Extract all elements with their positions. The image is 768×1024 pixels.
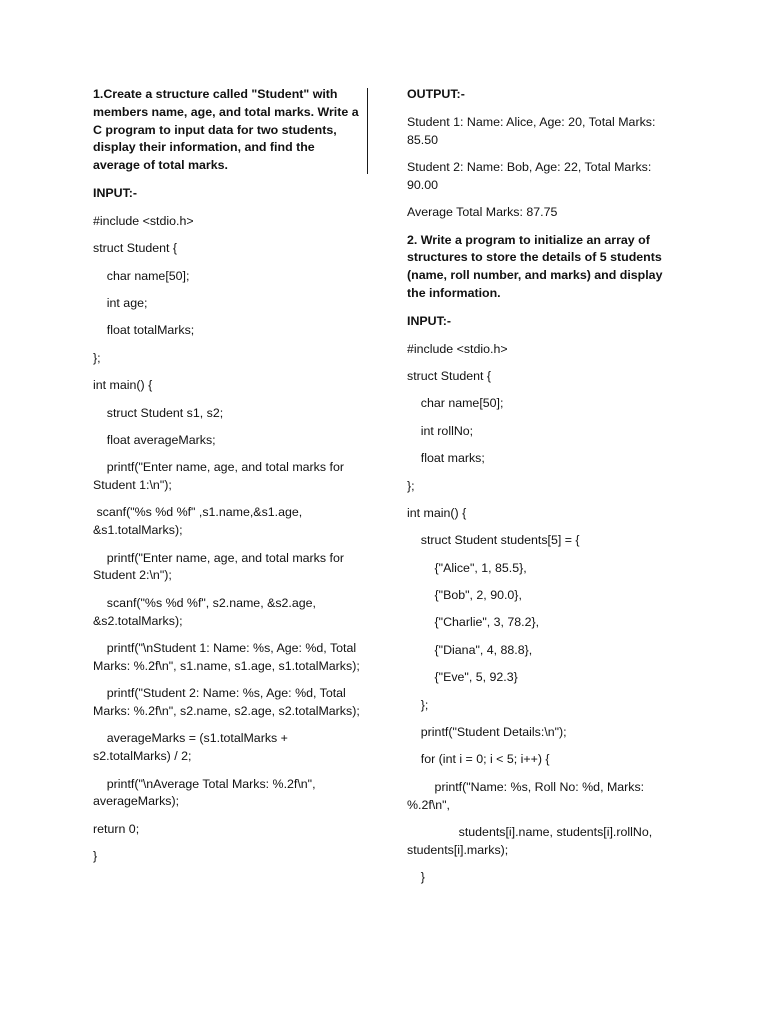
question-2-text: 2. Write a program to initialize an array of structures to store the details of 5 students (name, roll number, and marks) and display the information.	[407, 232, 666, 300]
output-line: Student 2: Name: Bob, Age: 22, Total Marks: 90.00	[407, 159, 655, 192]
output-label: OUTPUT:-	[407, 87, 465, 101]
code-line: char name[50];	[407, 396, 504, 411]
question-1-text: 1.Create a structure called "Student" with members name, age, and total marks. Write a C program to input data for two students, display their information, and find the average of total marks.	[93, 87, 363, 173]
code-line: printf("Enter name, age, and total marks for Student 2:\n");	[93, 550, 348, 583]
code-line: #include <stdio.h>	[407, 341, 508, 356]
code-line: students[i].name, students[i].rollNo, students[i].marks);	[407, 824, 656, 857]
code-line: };	[407, 697, 429, 712]
code-line: printf("\nStudent 1: Name: %s, Age: %d, Total Marks: %.2f\n", s1.name, s1.age, s1.totalMarks);	[93, 641, 360, 673]
code-line: float totalMarks;	[93, 323, 195, 338]
output-line: Student 1: Name: Alice, Age: 20, Total Marks: 85.50	[407, 114, 659, 147]
code-line: printf("Name: %s, Roll No: %d, Marks: %.2f\n",	[407, 779, 648, 812]
code-line: #include <stdio.h>	[93, 213, 194, 228]
code-line: averageMarks = (s1.totalMarks + s2.totalMarks) / 2;	[93, 731, 292, 764]
code-line: float averageMarks;	[93, 432, 216, 447]
code-line: printf("Student Details:\n");	[407, 725, 567, 740]
code-line: scanf("%s %d %f", s2.name, &s2.age, &s2.totalMarks);	[93, 595, 320, 628]
code-line: float marks;	[407, 451, 485, 466]
code-line: printf("Student 2: Name: %s, Age: %d, Total Marks: %.2f\n", s2.name, s2.age, s2.totalMarks);	[93, 686, 360, 719]
output-block	[407, 114, 675, 222]
code-line: struct Student s1, s2;	[93, 405, 224, 420]
code-block-2	[407, 341, 675, 887]
code-line: return 0;	[93, 821, 140, 836]
code-line: };	[93, 350, 101, 365]
code-line: }	[93, 849, 98, 864]
right-column	[407, 86, 675, 897]
code-line: {"Bob", 2, 90.0},	[407, 588, 522, 603]
code-line: scanf("%s %d %f" ,s1.name,&s1.age, &s1.totalMarks);	[93, 505, 306, 538]
code-line: printf("Enter name, age, and total marks for Student 1:\n");	[93, 460, 348, 493]
code-line: }	[407, 870, 425, 885]
code-line: struct Student {	[407, 368, 492, 383]
code-line: };	[407, 478, 415, 493]
code-line: int age;	[93, 295, 148, 310]
code-line: printf("\nAverage Total Marks: %.2f\n", averageMarks);	[93, 776, 319, 809]
input-label-1: INPUT:-	[93, 185, 138, 200]
code-line: {"Charlie", 3, 78.2},	[407, 615, 540, 630]
code-line: {"Diana", 4, 88.8},	[407, 642, 533, 657]
code-line: char name[50];	[93, 268, 190, 283]
column-divider	[367, 88, 368, 174]
code-line: struct Student students[5] = {	[407, 533, 580, 548]
code-line: int rollNo;	[407, 423, 474, 438]
left-column	[93, 86, 361, 876]
code-line: for (int i = 0; i < 5; i++) {	[407, 752, 550, 767]
code-line: int main() {	[407, 505, 467, 520]
code-line: {"Eve", 5, 92.3}	[407, 670, 518, 685]
output-line: Average Total Marks: 87.75	[407, 205, 558, 220]
code-line: {"Alice", 1, 85.5},	[407, 560, 527, 575]
input-label-2: INPUT:-	[407, 313, 452, 328]
code-block-1	[93, 213, 361, 866]
code-line: struct Student {	[93, 241, 178, 256]
code-line: int main() {	[93, 378, 153, 393]
